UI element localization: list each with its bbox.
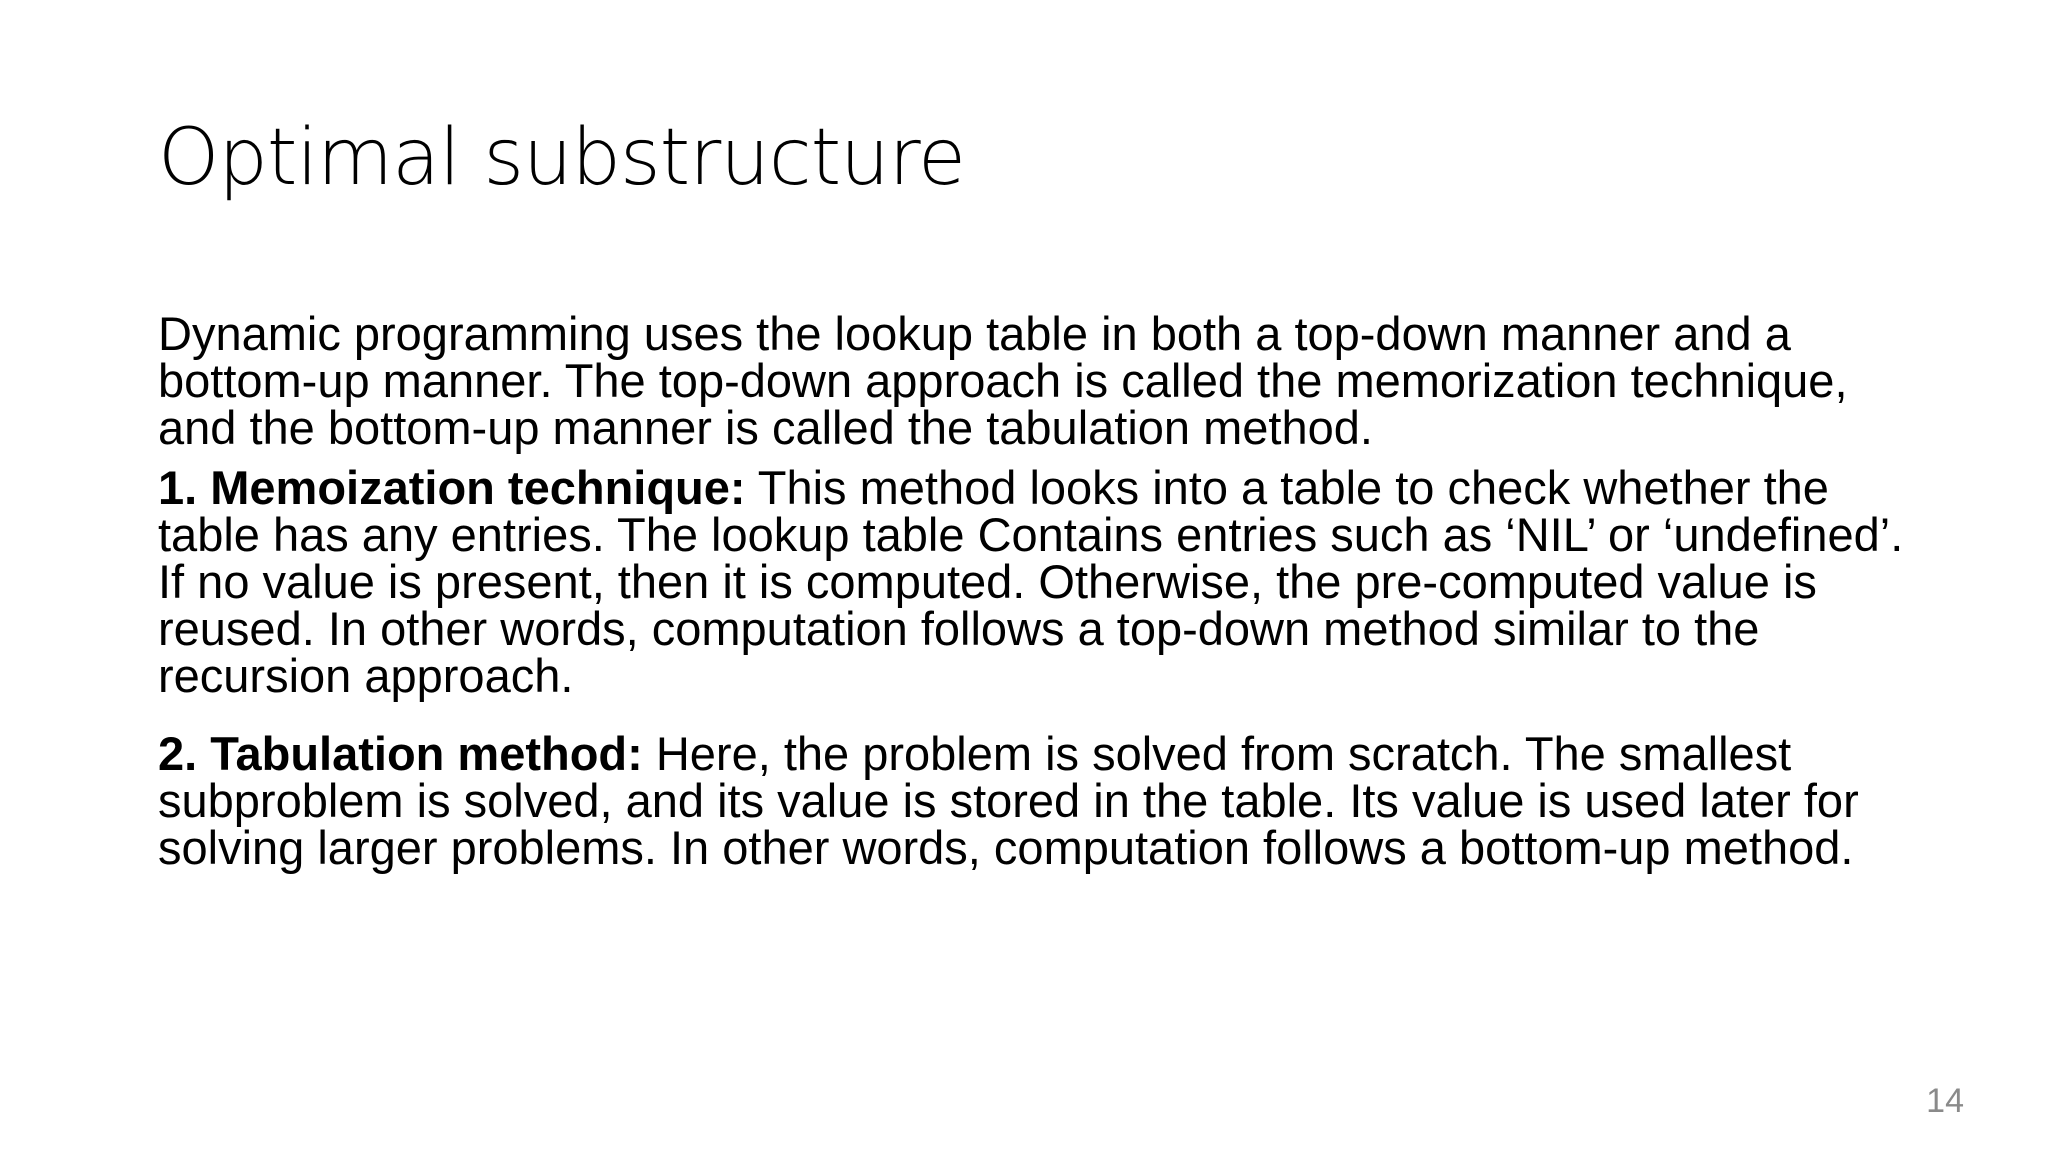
slide-title: Optimal substructure <box>158 113 965 203</box>
page-number: 14 <box>1926 1082 1964 1120</box>
tabulation-label: 2. Tabulation method: <box>158 727 643 780</box>
tabulation-text: Here, the problem is solved from scratch. The smallest subproblem is solved, and its value is stored in the table. Its value is used later for solving larger problems. In other words, computation follows a bottom-up method. <box>158 727 1859 874</box>
tabulation-paragraph <box>158 727 1918 874</box>
memoization-text: This method looks into a table to check whether the table has any entries. The lookup table Contains entries such as ‘NIL’ or ‘undefined’. If no value is present, then it is computed. Otherwise, the pre-computed value is reused. In other words, computation follows a top-down method similar to the recursion approach. <box>158 461 1904 702</box>
intro-paragraph: Dynamic programming uses the lookup table in both a top-down manner and a bottom-up manner. The top-down approach is called the memorization technique, and the bottom-up manner is called the tabulation method. <box>158 307 1848 454</box>
memoization-paragraph <box>158 461 1918 702</box>
memoization-label: 1. Memoization technique: <box>158 461 746 514</box>
slide-body <box>158 307 1918 874</box>
